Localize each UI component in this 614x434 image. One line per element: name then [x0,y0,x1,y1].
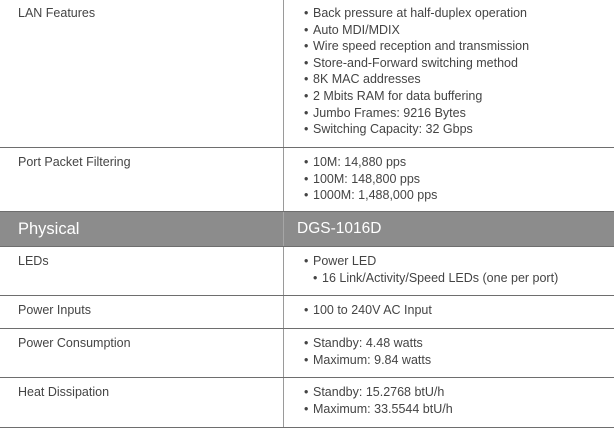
bullet-icon: • [304,188,309,203]
bullet-icon: • [304,122,309,137]
spec-value-item: • Store-and-Forward switching method [304,55,518,70]
spec-label-cell [0,329,284,378]
spec-label-cell [0,148,284,212]
spec-value-item: • 1000M: 1,488,000 pps [304,188,438,203]
bullet-icon: • [304,401,309,416]
bullet-icon: • [304,55,309,70]
bullet-icon: • [304,171,309,186]
spec-value-item: • Back pressure at half-duplex operation [304,6,528,20]
spec-row-lan-features [0,0,614,148]
spec-value-cell [284,247,614,296]
spec-row-leds [0,247,614,296]
spec-value-item: • Standby: 4.48 watts [304,336,423,350]
spec-value-item: • Standby: 15.2768 btU/h [304,385,445,399]
spec-label-cell [0,378,284,428]
bullet-icon: • [304,336,309,350]
bullet-icon: • [304,352,309,367]
section-header-physical [0,212,614,247]
spec-label: LAN Features [18,6,96,20]
bullet-icon: • [304,385,309,399]
spec-label-cell [0,247,284,296]
section-title-cell [0,212,284,247]
spec-value-item: • Maximum: 9.84 watts [304,352,432,367]
spec-label-cell [0,296,284,329]
spec-value-item: • 100 to 240V AC Input [304,303,432,317]
spec-label: Power Consumption [18,336,131,350]
section-title: Physical [18,219,80,238]
spec-value-list [284,378,614,423]
spec-row-heat-dissipation [0,378,614,428]
spec-value-item: • Power LED [304,254,377,268]
spec-value-item: • 8K MAC addresses [304,72,421,87]
bullet-icon: • [313,270,318,285]
spec-label: LEDs [18,254,49,268]
spec-value-list [284,296,614,325]
bullet-icon: • [304,72,309,87]
spec-value-cell [284,148,614,212]
spec-value-item: • 100M: 148,800 pps [304,171,421,186]
bullet-icon: • [304,155,309,169]
bullet-icon: • [304,303,309,317]
spec-value-list [284,148,614,210]
spec-value-item: • Switching Capacity: 32 Gbps [304,122,473,137]
spec-label-cell [0,0,284,148]
bullet-icon: • [304,254,309,268]
spec-sub-value-item: • 16 Link/Activity/Speed LEDs (one per port) [313,270,559,285]
spec-value-item: • 2 Mbits RAM for data buffering [304,88,483,103]
spec-label: Port Packet Filtering [18,155,131,169]
section-model-cell [284,212,614,247]
spec-value-item: • Jumbo Frames: 9216 Bytes [304,105,466,120]
spec-value-item: • Auto MDI/MDIX [304,22,400,37]
spec-value-cell [284,296,614,329]
bullet-icon: • [304,105,309,120]
spec-value-list [284,247,614,292]
spec-row-power-inputs [0,296,614,329]
spec-value-list [284,329,614,374]
bullet-icon: • [304,39,309,54]
bullet-icon: • [304,22,309,37]
section-model: DGS-1016D [297,220,382,237]
spec-value-cell [284,378,614,428]
bullet-icon: • [304,88,309,103]
spec-label: Heat Dissipation [18,385,110,399]
spec-value-item: • 10M: 14,880 pps [304,155,407,169]
spec-value-cell [284,0,614,148]
spec-row-power-consumption [0,329,614,378]
spec-value-cell [284,329,614,378]
spec-row-port-packet-filtering [0,148,614,212]
spec-value-item: • Wire speed reception and transmission [304,39,530,54]
spec-label: Power Inputs [18,303,91,317]
bullet-icon: • [304,6,309,20]
spec-value-list [284,0,614,144]
spec-value-item: • Maximum: 33.5544 btU/h [304,401,453,416]
